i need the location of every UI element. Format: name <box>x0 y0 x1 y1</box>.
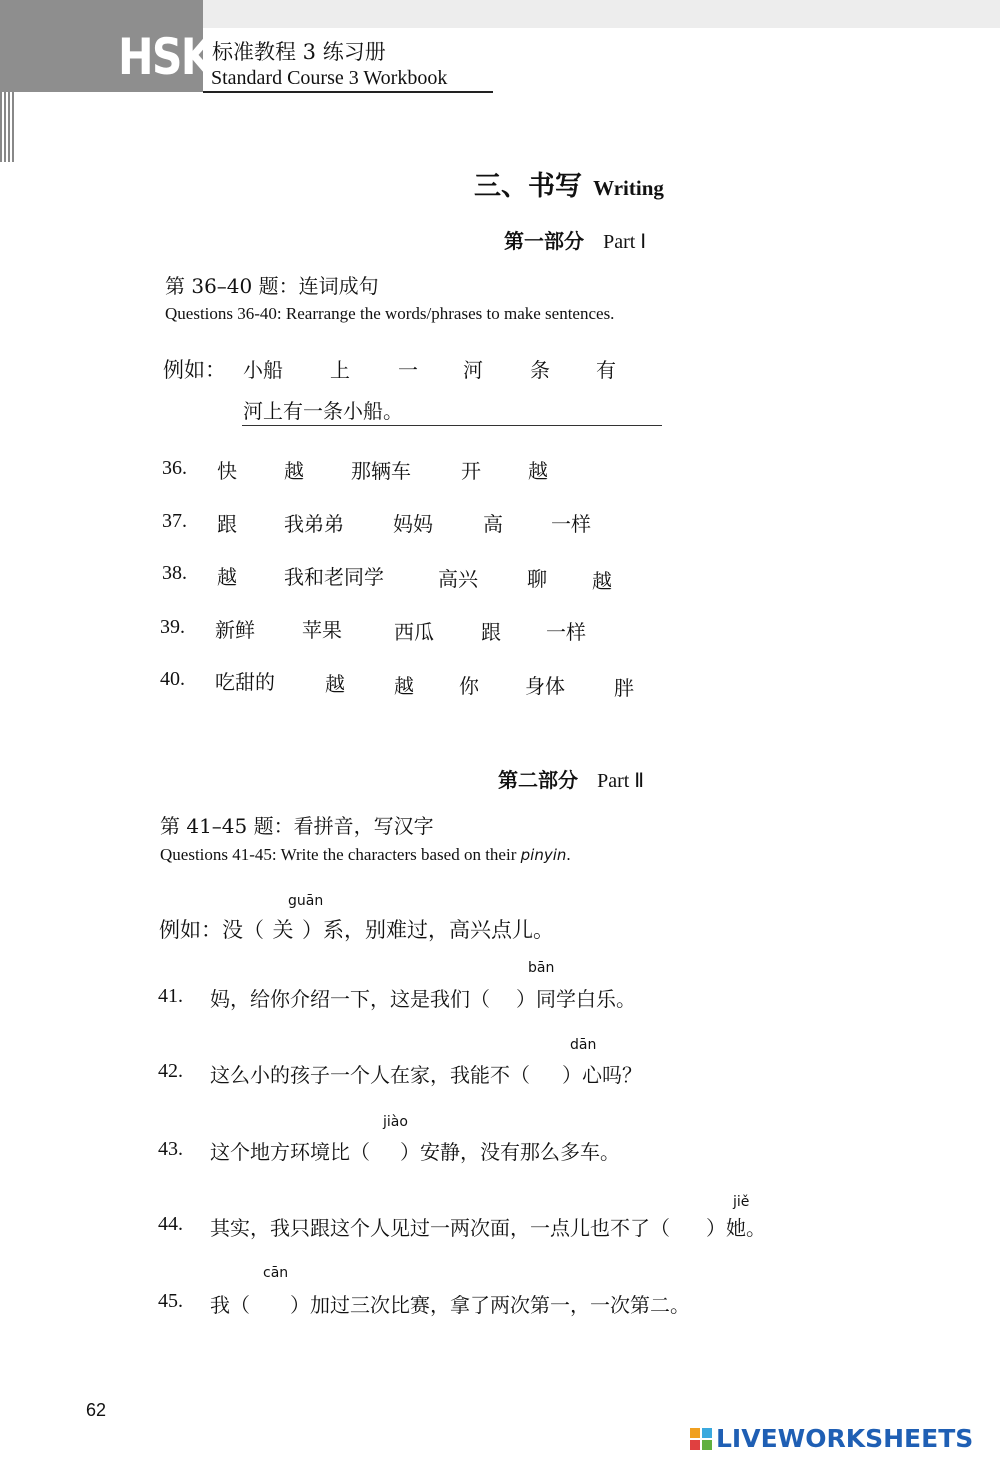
scrambled-word[interactable]: 你 <box>459 674 479 698</box>
part1-heading-en: Part Ⅰ <box>603 231 647 253</box>
scrambled-word[interactable]: 身体 <box>525 674 565 698</box>
scrambled-word[interactable]: 越 <box>592 569 612 593</box>
question-number: 44. <box>158 1213 183 1235</box>
question-number: 38. <box>162 562 187 584</box>
example-pinyin: guān <box>288 893 324 909</box>
part1-instruction-cn: 第 36–40 题：连词成句 <box>165 274 379 298</box>
question-number: 41. <box>158 985 183 1007</box>
header-title-cn: 标准教程 3 练习册 <box>212 40 386 64</box>
scrambled-word[interactable]: 越 <box>217 565 237 589</box>
part1-heading-cn: 第一部分 <box>504 229 584 253</box>
pinyin-hint: dān <box>570 1037 597 1053</box>
scrambled-word[interactable]: 西瓜 <box>394 620 434 644</box>
scrambled-word[interactable]: 我弟弟 <box>284 512 344 536</box>
header-rule <box>203 91 493 93</box>
example-word: 小船 <box>243 358 283 382</box>
question-number: 36. <box>162 457 187 479</box>
scrambled-word[interactable]: 那辆车 <box>351 459 411 483</box>
example-answer-line <box>242 425 662 426</box>
hsk-logo: HSK <box>118 28 213 86</box>
part1-instruction-en: Questions 36-40: Rearrange the words/phrases to make sentences. <box>165 304 615 323</box>
scrambled-word[interactable]: 胖 <box>614 676 634 700</box>
scrambled-word[interactable]: 妈妈 <box>393 512 433 536</box>
question-number: 39. <box>160 616 185 638</box>
part2-instruction-en: Questions 41-45: Write the characters based on their pinyin. <box>160 845 571 864</box>
scrambled-word[interactable]: 新鲜 <box>215 618 255 642</box>
scrambled-word[interactable]: 一样 <box>551 512 591 536</box>
example-word: 上 <box>330 358 350 382</box>
liveworksheets-logo[interactable] <box>690 1424 973 1453</box>
hsk-logo-block <box>0 0 213 92</box>
example-answer-char: 关 <box>272 918 294 942</box>
question-number: 40. <box>160 668 185 690</box>
liveworksheets-brand: LIVEWORKSHEETS <box>716 1424 974 1453</box>
example-answer: 河上有一条小船。 <box>243 399 403 423</box>
fill-sentence: 这么小的孩子一个人在家，我能不（ ）心吗？ <box>210 1063 642 1087</box>
question-number: 42. <box>158 1060 183 1082</box>
section-title-en: Writing <box>593 176 664 200</box>
scrambled-word[interactable]: 开 <box>461 459 481 483</box>
example-word: 条 <box>530 358 550 382</box>
pinyin-hint: cān <box>263 1265 289 1281</box>
fill-sentence: 其实，我只跟这个人见过一两次面，一点儿也不了（ ）她。 <box>210 1216 766 1240</box>
scrambled-word[interactable]: 吃甜的 <box>215 670 275 694</box>
header-title-en: Standard Course 3 Workbook <box>211 67 448 89</box>
part1-heading <box>504 225 646 254</box>
header-strip <box>203 0 1000 28</box>
scrambled-word[interactable]: 一样 <box>546 620 586 644</box>
scrambled-word[interactable]: 苹果 <box>302 618 342 642</box>
part2-heading-en: Part Ⅱ <box>597 770 645 792</box>
section-title <box>474 164 664 203</box>
part2-instruction-cn: 第 41–45 题：看拼音，写汉字 <box>160 814 434 838</box>
part2-heading-cn: 第二部分 <box>498 768 578 792</box>
fill-sentence: 妈，给你介绍一下，这是我们（ ）同学白乐。 <box>210 987 636 1011</box>
scrambled-word[interactable]: 我和老同学 <box>284 565 384 589</box>
fill-sentence: 我（ ）加过三次比赛，拿了两次第一，一次第二。 <box>210 1293 690 1317</box>
part2-heading <box>498 764 644 793</box>
section-title-cn: 三、书写 <box>474 171 582 202</box>
fill-sentence: 这个地方环境比（ ）安静，没有那么多车。 <box>210 1140 620 1164</box>
example-label: 例如： <box>163 358 226 382</box>
scrambled-word[interactable]: 越 <box>528 459 548 483</box>
scrambled-word[interactable]: 聊 <box>527 567 547 591</box>
question-number: 45. <box>158 1290 183 1312</box>
example-word: 河 <box>463 358 483 382</box>
scrambled-word[interactable]: 越 <box>394 674 414 698</box>
page-number: 62 <box>86 1400 107 1420</box>
page-spine <box>0 92 16 162</box>
example-sentence: 例如：没（ 关 ）系，别难过，高兴点儿。 <box>159 914 554 944</box>
liveworksheets-icon <box>690 1428 712 1450</box>
scrambled-word[interactable]: 越 <box>325 672 345 696</box>
pinyin-hint: jiě <box>733 1194 750 1210</box>
scrambled-word[interactable]: 跟 <box>217 512 237 536</box>
question-number: 37. <box>162 510 187 532</box>
pinyin-hint: jiào <box>383 1114 408 1130</box>
example-word: 一 <box>398 358 418 382</box>
pinyin-hint: bān <box>528 960 555 976</box>
scrambled-word[interactable]: 越 <box>284 459 304 483</box>
scrambled-word[interactable]: 快 <box>217 459 237 483</box>
scrambled-word[interactable]: 高 <box>483 512 503 536</box>
example-word: 有 <box>596 358 616 382</box>
scrambled-word[interactable]: 跟 <box>481 620 501 644</box>
scrambled-word[interactable]: 高兴 <box>438 567 478 591</box>
question-number: 43. <box>158 1138 183 1160</box>
